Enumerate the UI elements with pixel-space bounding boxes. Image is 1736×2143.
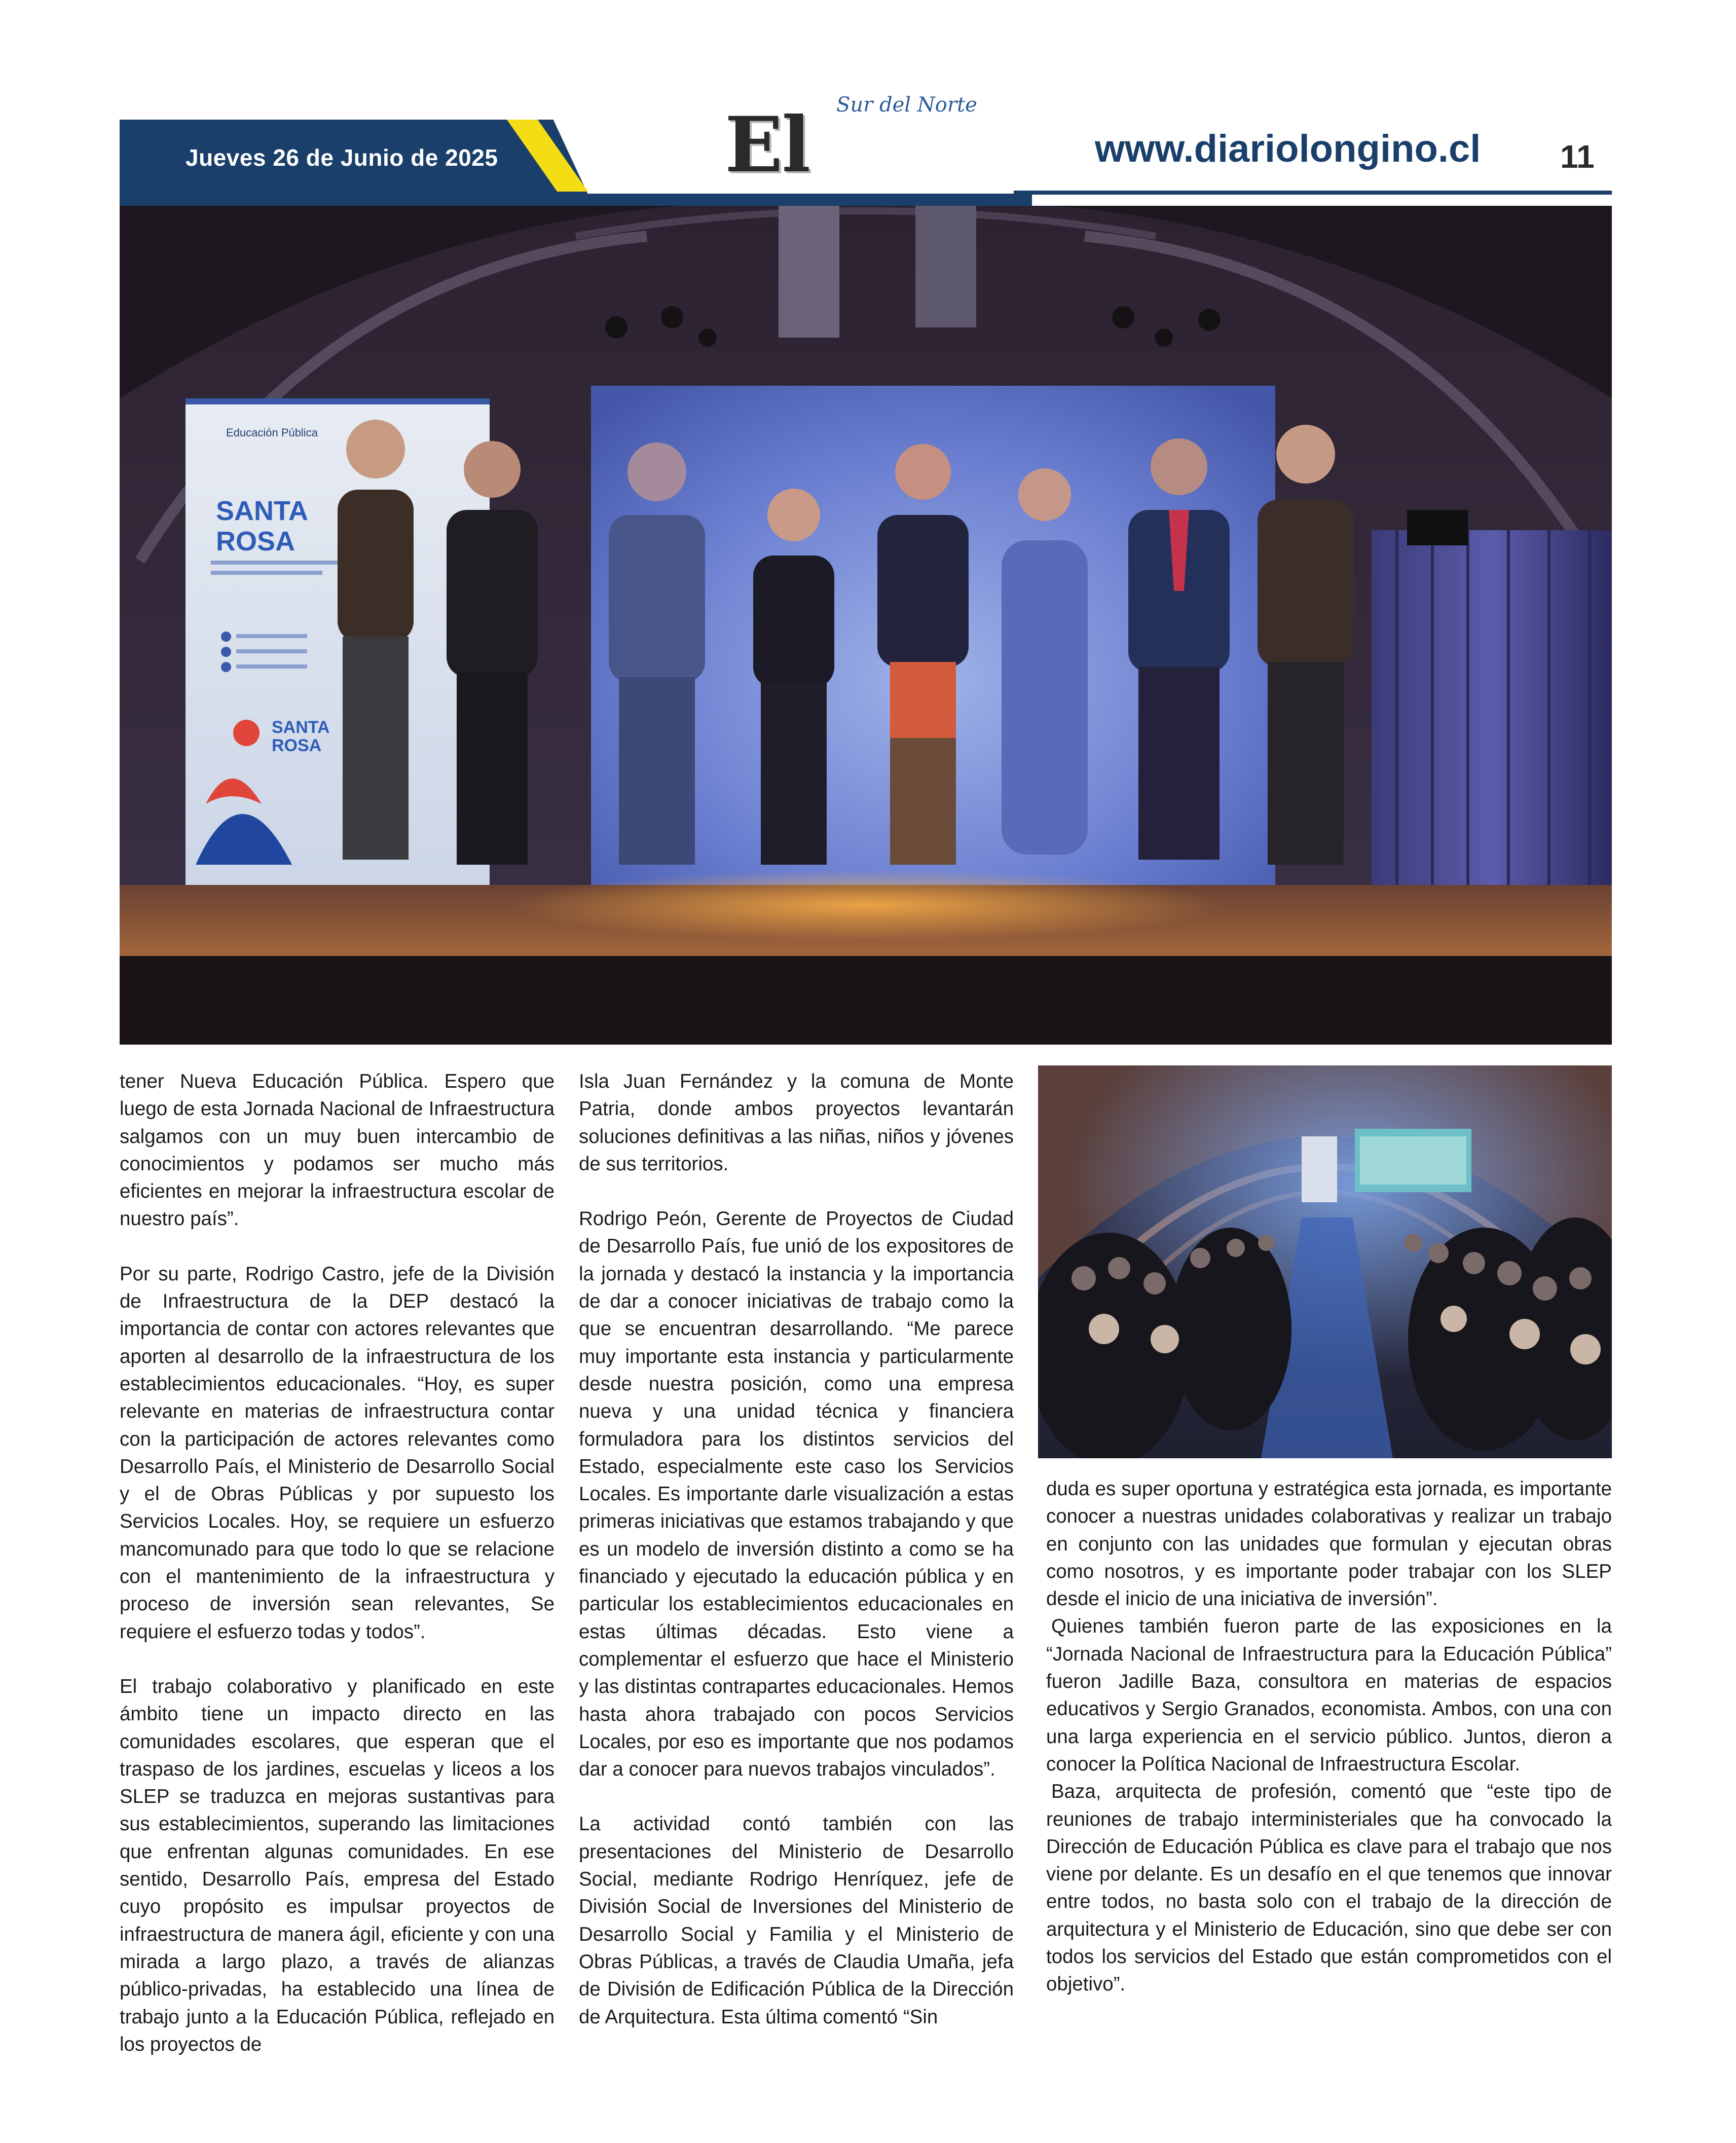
col1-paragraph: Por su parte, Rodrigo Castro, jefe de la División de Infraestructura de la DEP destacó la importancia de contar con actores relevantes que aporten al desarrollo de la infraestructura de los establecimientos educacionales. “Hoy, es super relevante en materias de infraestructura contar con la participación de actores relevantes como Desarrollo País, el Ministerio de Desarrollo Social y el de Obras Públicas y por supuesto los Servicios Locales. Hoy, se requiere un esfuerzo mancomunado para que todo lo que se relacione con el mantenimiento de la infraestructura y proceso de inversión sean relevantes, Se requiere el esfuerzo todas y todos”. bbox=[120, 1263, 555, 1643]
col3-paragraph: Quienes también fueron parte de las exposiciones en la “Jornada Nacional de Infraestructura para la Educación Pública” fueron Jadille Baza, consultora en materias de espacios educativos y Sergio Granados, economista. Ambos, con una con una larga experiencia en el servicio público. Juntos, dieron a conocer la Política Nacional de Infraestructura Escolar. bbox=[1046, 1615, 1612, 1775]
banner-title-line1: SANTA bbox=[216, 496, 308, 526]
article-column-1 bbox=[120, 1068, 555, 2058]
col2-paragraph: Isla Juan Fernández y la comuna de Monte Patria, donde ambos proyectos levantarán soluciones definitivas a las niñas, niños y jóvenes de sus territorios. bbox=[579, 1070, 1014, 1175]
website-url[interactable]: www.diariolongino.cl bbox=[1095, 127, 1481, 170]
banner-header-label: Educación Pública bbox=[226, 426, 318, 439]
page-header bbox=[0, 0, 1736, 208]
col1-paragraph: El trabajo colaborativo y planificado en este ámbito tiene un impacto directo en las comunidades escolares, que esperan que el traspaso de los jardines, escuelas y liceos a los SLEP se traduzca en mejoras sustantivas para sus establecimientos, superando las limitaciones que enfrentan algunas comunidades. En ese sentido, Desarrollo País, empresa del Estado cuyo propósito es impulsar proyectos de infraestructura de manera ágil, eficiente y con una mirada a largo plazo, a través de alianzas público-privadas, ha establecido una línea de trabajo junto a la Educación Pública, reflejado en los proyectos de bbox=[120, 1675, 555, 2055]
article-column-3 bbox=[1046, 1475, 1612, 1999]
newspaper-logo bbox=[725, 90, 1059, 190]
col3-paragraph: Baza, arquitecta de profesión, comentó que “este tipo de reuniones de trabajo interministeriales que ha convocado la Dirección de Educación Pública es clave para el trabajo que nos viene por delante. Es un desafío en el que tenemos que innovar entre todos, no basta solo con el trabajo de la dirección de arquitectura y el Ministerio de Educación, sino que debe ser con todos los servicios del Estado que están comprometidos con el objetivo”. bbox=[1046, 1781, 1612, 1996]
banner-title-line2: ROSA bbox=[216, 526, 296, 557]
logo-wordmark: El bbox=[725, 100, 810, 190]
col1-paragraph: tener Nueva Educación Pública. Espero que luego de esta Jornada Nacional de Infraestructura salgamos con un muy buen intercambio de conocimientos y podamos ser mucho más eficientes en mejorar la infraestructura escolar de nuestro país”. bbox=[120, 1070, 555, 1230]
page-number: 11 bbox=[1560, 138, 1595, 175]
main-photo-panel-group bbox=[120, 206, 1612, 1045]
col2-paragraph: La actividad contó también con las presentaciones del Ministerio de Desarrollo Social, mediante Rodrigo Henríquez, jefe de División Social de Inversiones del Ministerio de Desarrollo Social y Familia y el Ministerio de Obras Públicas, a través de Claudia Umaña, jefa de División de Edificación Pública de la Dirección de Arquitectura. Esta última comentó “Sin bbox=[579, 1813, 1014, 2028]
logo-tagline: Sur del Norte bbox=[836, 93, 977, 117]
article-column-2 bbox=[579, 1068, 1014, 2031]
audience-photo bbox=[1038, 1065, 1612, 1458]
audience-photo-illustration bbox=[1038, 1065, 1612, 1458]
col3-paragraph: duda es super oportuna y estratégica esta jornada, es importante conocer a nuestras unidades colaborativas y realizar un trabajo en conjunto con las unidades que formulan y ejecutan obras como nosotros, y es importante poder trabajar con los SLEP desde el inicio de una iniciativa de inversión”. bbox=[1046, 1478, 1612, 1610]
banner-small-title-line1: SANTA bbox=[272, 718, 330, 737]
header-rule-navy bbox=[120, 194, 1032, 207]
banner-small-title-line2: ROSA bbox=[272, 736, 322, 755]
issue-date: Jueves 26 de Junio de 2025 bbox=[186, 144, 498, 171]
col2-paragraph: Rodrigo Peón, Gerente de Proyectos de Ciudad de Desarrollo País, fue unió de los expositores de la jornada y destacó la instancia y la importancia de dar a conocer iniciativas de trabajo como la que se encuentran desarrollando. “Me parece muy importante esta instancia y particularmente desde nuestra posición, como una empresa nueva y una unidad técnica y financiera formuladora para los distintos servicios del Estado, especialmente este caso los Servicios Locales. Es importante darle visualización a estas primeras iniciativas que estamos trabajando y que es un modelo de inversión distinto a como se ha financiado y ejecutado la educación pública y en particular los establecimientos educacionales en estas últimas décadas. Esto viene a complementar el esfuerzo que hace el Ministerio y las distintas contrapartes educacionales. Hemos hasta ahora trabajado con pocos Servicios Locales, por eso es importante que nos podamos dar a conocer para nuevos trabajos vinculados”. bbox=[579, 1208, 1014, 1781]
main-photo-illustration bbox=[120, 206, 1612, 1045]
header-rule bbox=[1014, 191, 1612, 195]
